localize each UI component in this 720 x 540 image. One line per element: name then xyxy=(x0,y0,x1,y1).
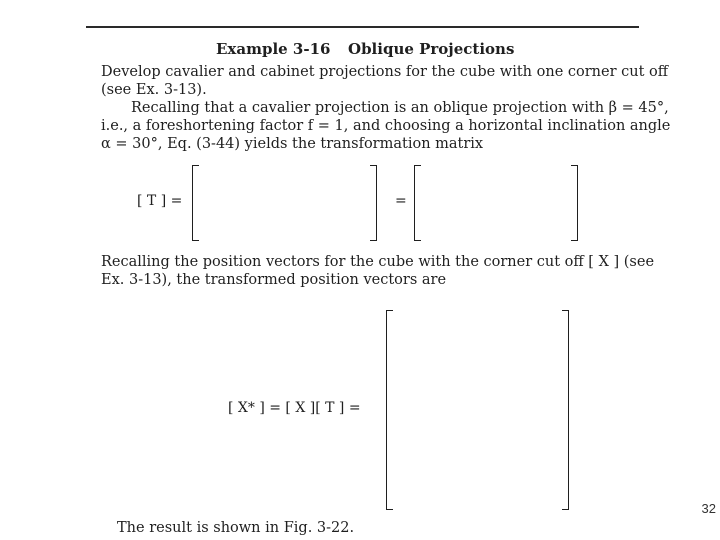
bracket-right xyxy=(571,165,578,241)
bracket-right xyxy=(562,310,569,510)
example-title: Oblique Projections xyxy=(348,40,515,58)
text-line: Ex. 3-13), the transformed position vectors are xyxy=(101,272,447,288)
equals-sign: = xyxy=(395,193,407,209)
example-number: Example 3-16 xyxy=(216,40,331,58)
matrix-x-label: [ X* ] = [ X ][ T ] = xyxy=(228,400,361,416)
bracket-right xyxy=(370,165,377,241)
text-line: Recalling the position vectors for the cube with the corner cut off [ X ] (see xyxy=(101,254,655,270)
bracket-left xyxy=(386,310,393,510)
bracket-left xyxy=(192,165,199,241)
text-line: (see Ex. 3-13). xyxy=(101,82,207,98)
matrix-t-label: [ T ] = xyxy=(137,193,183,209)
text-line: Develop cavalier and cabinet projections for the cube with one corner cut off xyxy=(101,64,669,80)
page-number: 32 xyxy=(701,501,716,516)
text-line: Recalling that a cavalier projection is an oblique projection with β = 45°, xyxy=(131,100,669,116)
text-line: α = 30°, Eq. (3-44) yields the transformation matrix xyxy=(101,136,484,152)
text-line: i.e., a foreshortening factor f = 1, and choosing a horizontal inclination angle xyxy=(101,118,671,134)
bracket-left xyxy=(414,165,421,241)
result-text: The result is shown in Fig. 3-22. xyxy=(117,520,355,536)
top-rule xyxy=(86,26,639,28)
